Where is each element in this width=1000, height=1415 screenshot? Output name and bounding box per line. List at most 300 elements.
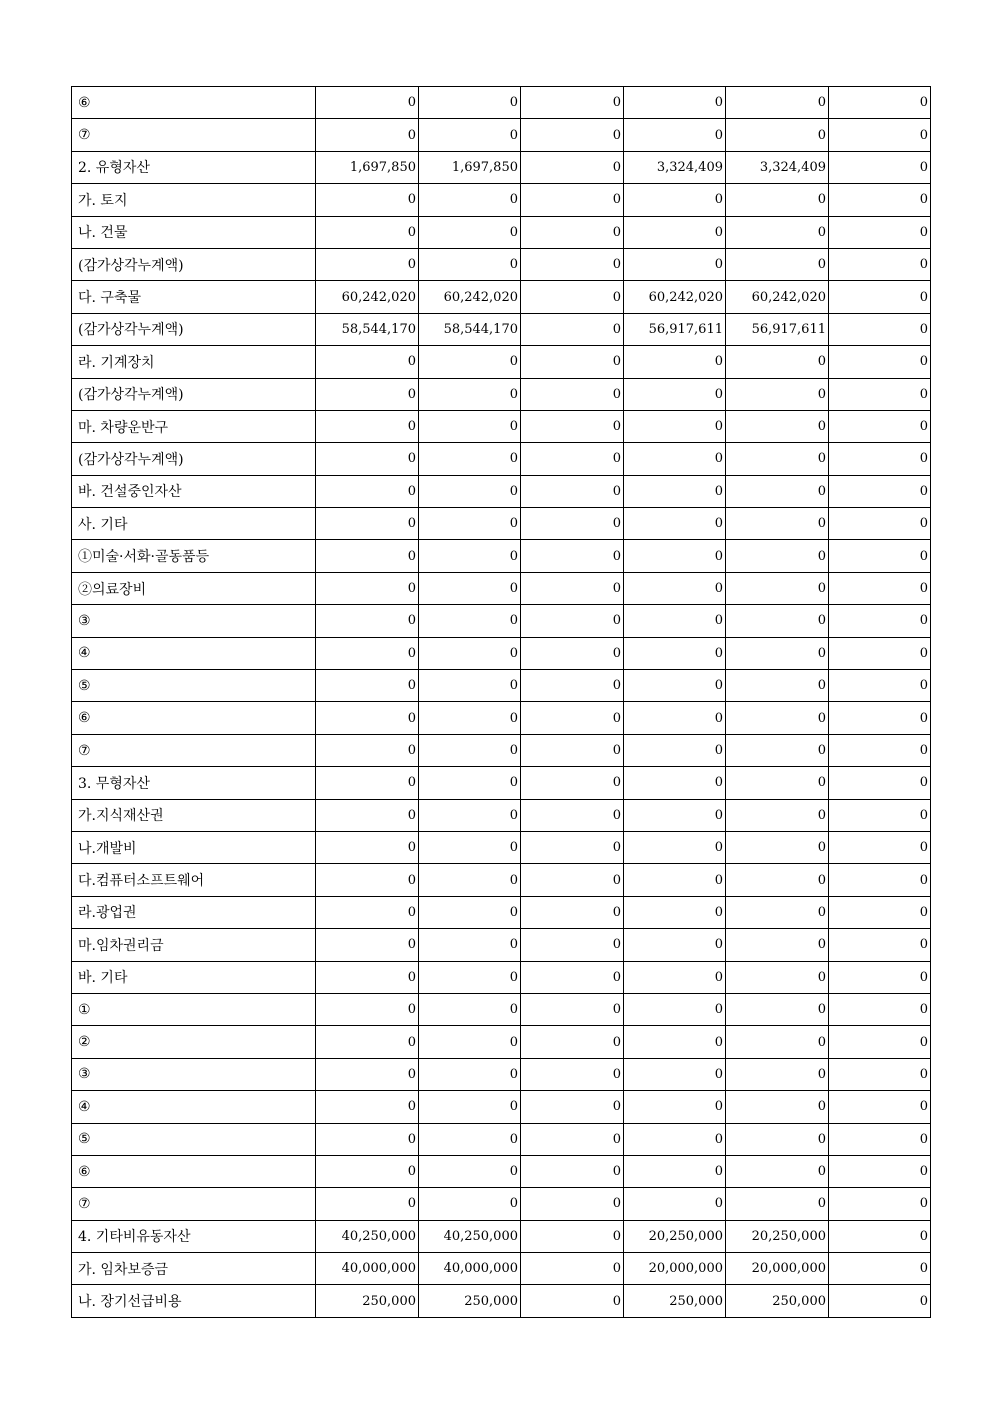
amount-cell: 0	[829, 475, 931, 507]
row-label: 가. 토지	[72, 184, 316, 216]
amount-cell: 0	[316, 346, 419, 378]
table-row	[72, 1155, 931, 1187]
table-row	[72, 1188, 931, 1220]
amount-cell: 0	[316, 508, 419, 540]
row-label: ③	[72, 605, 316, 637]
amount-cell: 0	[521, 1188, 624, 1220]
amount-cell: 0	[726, 346, 829, 378]
amount-cell: 0	[316, 637, 419, 669]
amount-cell: 0	[521, 896, 624, 928]
amount-cell: 60,242,020	[726, 281, 829, 313]
amount-cell: 0	[521, 1285, 624, 1317]
amount-cell: 0	[726, 1091, 829, 1123]
row-label: 라.광업권	[72, 896, 316, 928]
row-label: ④	[72, 1091, 316, 1123]
amount-cell: 0	[624, 831, 726, 863]
amount-cell: 0	[829, 443, 931, 475]
row-label: ⑥	[72, 702, 316, 734]
amount-cell: 0	[316, 961, 419, 993]
row-label: 나. 건물	[72, 216, 316, 248]
row-label: (감가상각누계액)	[72, 378, 316, 410]
amount-cell: 0	[419, 216, 521, 248]
amount-cell: 0	[829, 1026, 931, 1058]
amount-cell: 58,544,170	[419, 313, 521, 345]
amount-cell: 0	[726, 1058, 829, 1090]
amount-cell: 0	[521, 508, 624, 540]
amount-cell: 0	[419, 961, 521, 993]
amount-cell: 0	[829, 767, 931, 799]
amount-cell: 0	[316, 540, 419, 572]
amount-cell: 0	[316, 864, 419, 896]
row-label: 사. 기타	[72, 508, 316, 540]
amount-cell: 0	[316, 410, 419, 442]
amount-cell: 0	[521, 1220, 624, 1252]
amount-cell: 0	[624, 670, 726, 702]
amount-cell: 0	[624, 475, 726, 507]
table-row	[72, 443, 931, 475]
amount-cell: 0	[726, 637, 829, 669]
amount-cell: 0	[829, 248, 931, 280]
row-label: 2. 유형자산	[72, 151, 316, 183]
amount-cell: 0	[521, 281, 624, 313]
amount-cell: 3,324,409	[726, 151, 829, 183]
amount-cell: 0	[726, 929, 829, 961]
amount-cell: 0	[419, 831, 521, 863]
amount-cell: 0	[316, 1026, 419, 1058]
amount-cell: 20,250,000	[726, 1220, 829, 1252]
row-label: ⑦	[72, 734, 316, 766]
amount-cell: 0	[829, 1091, 931, 1123]
amount-cell: 0	[726, 572, 829, 604]
amount-cell: 0	[419, 734, 521, 766]
amount-cell: 0	[419, 702, 521, 734]
amount-cell: 0	[726, 184, 829, 216]
amount-cell: 0	[316, 799, 419, 831]
amount-cell: 0	[829, 87, 931, 119]
amount-cell: 0	[624, 734, 726, 766]
amount-cell: 0	[521, 1123, 624, 1155]
amount-cell: 0	[316, 216, 419, 248]
amount-cell: 0	[726, 961, 829, 993]
amount-cell: 0	[521, 346, 624, 378]
asset-table	[71, 86, 931, 1318]
table-row	[72, 961, 931, 993]
amount-cell: 0	[829, 346, 931, 378]
amount-cell: 0	[726, 475, 829, 507]
amount-cell: 0	[419, 896, 521, 928]
amount-cell: 0	[829, 1123, 931, 1155]
row-label: ⑦	[72, 119, 316, 151]
amount-cell: 0	[521, 378, 624, 410]
amount-cell: 0	[829, 216, 931, 248]
table-row	[72, 1285, 931, 1317]
amount-cell: 0	[316, 1058, 419, 1090]
amount-cell: 0	[624, 605, 726, 637]
amount-cell: 0	[316, 1091, 419, 1123]
amount-cell: 0	[829, 572, 931, 604]
amount-cell: 0	[419, 1058, 521, 1090]
amount-cell: 0	[829, 929, 931, 961]
amount-cell: 0	[521, 119, 624, 151]
amount-cell: 0	[419, 1155, 521, 1187]
amount-cell: 0	[726, 410, 829, 442]
amount-cell: 60,242,020	[419, 281, 521, 313]
amount-cell: 0	[624, 961, 726, 993]
table-row	[72, 799, 931, 831]
amount-cell: 0	[726, 1123, 829, 1155]
table-body	[72, 87, 931, 1318]
amount-cell: 0	[521, 216, 624, 248]
table-row	[72, 1058, 931, 1090]
amount-cell: 60,242,020	[316, 281, 419, 313]
table-row	[72, 572, 931, 604]
amount-cell: 0	[521, 734, 624, 766]
amount-cell: 0	[521, 1058, 624, 1090]
amount-cell: 0	[419, 87, 521, 119]
table-row	[72, 1220, 931, 1252]
amount-cell: 0	[521, 1253, 624, 1285]
amount-cell: 0	[521, 993, 624, 1025]
amount-cell: 0	[624, 540, 726, 572]
table-row	[72, 1253, 931, 1285]
amount-cell: 0	[419, 993, 521, 1025]
amount-cell: 20,000,000	[726, 1253, 829, 1285]
table-row	[72, 702, 931, 734]
amount-cell: 250,000	[726, 1285, 829, 1317]
amount-cell: 0	[726, 896, 829, 928]
amount-cell: 0	[726, 540, 829, 572]
table-row	[72, 410, 931, 442]
amount-cell: 0	[624, 637, 726, 669]
amount-cell: 0	[419, 1188, 521, 1220]
amount-cell: 0	[419, 1026, 521, 1058]
amount-cell: 0	[316, 1188, 419, 1220]
table-row	[72, 151, 931, 183]
amount-cell: 0	[521, 410, 624, 442]
amount-cell: 0	[316, 248, 419, 280]
amount-cell: 0	[829, 508, 931, 540]
table-row	[72, 378, 931, 410]
amount-cell: 0	[419, 540, 521, 572]
table-row	[72, 184, 931, 216]
amount-cell: 0	[624, 1026, 726, 1058]
table-row	[72, 896, 931, 928]
amount-cell: 0	[419, 605, 521, 637]
amount-cell: 0	[726, 702, 829, 734]
table-row	[72, 216, 931, 248]
amount-cell: 0	[316, 87, 419, 119]
amount-cell: 0	[624, 1188, 726, 1220]
amount-cell: 0	[726, 864, 829, 896]
amount-cell: 250,000	[624, 1285, 726, 1317]
row-label: 나.개발비	[72, 831, 316, 863]
amount-cell: 1,697,850	[316, 151, 419, 183]
row-label: (감가상각누계액)	[72, 313, 316, 345]
amount-cell: 0	[419, 1091, 521, 1123]
amount-cell: 0	[829, 184, 931, 216]
amount-cell: 0	[726, 670, 829, 702]
amount-cell: 20,250,000	[624, 1220, 726, 1252]
amount-cell: 0	[829, 1058, 931, 1090]
table-row	[72, 670, 931, 702]
amount-cell: 0	[521, 184, 624, 216]
amount-cell: 0	[829, 410, 931, 442]
amount-cell: 0	[624, 216, 726, 248]
amount-cell: 1,697,850	[419, 151, 521, 183]
table-row	[72, 1026, 931, 1058]
amount-cell: 0	[521, 540, 624, 572]
amount-cell: 0	[419, 1123, 521, 1155]
amount-cell: 0	[624, 87, 726, 119]
amount-cell: 0	[521, 1026, 624, 1058]
table-row	[72, 313, 931, 345]
amount-cell: 0	[624, 1058, 726, 1090]
table-row	[72, 831, 931, 863]
row-label: ①	[72, 993, 316, 1025]
table-row	[72, 281, 931, 313]
amount-cell: 0	[829, 702, 931, 734]
amount-cell: 0	[521, 767, 624, 799]
amount-cell: 0	[316, 443, 419, 475]
amount-cell: 0	[419, 508, 521, 540]
amount-cell: 0	[726, 993, 829, 1025]
amount-cell: 0	[316, 831, 419, 863]
amount-cell: 0	[624, 864, 726, 896]
amount-cell: 0	[829, 831, 931, 863]
amount-cell: 0	[316, 1155, 419, 1187]
table-row	[72, 993, 931, 1025]
row-label: 마.임차권리금	[72, 929, 316, 961]
amount-cell: 0	[419, 767, 521, 799]
row-label: (감가상각누계액)	[72, 443, 316, 475]
amount-cell: 0	[829, 605, 931, 637]
row-label: ⑤	[72, 670, 316, 702]
amount-cell: 0	[624, 1123, 726, 1155]
amount-cell: 0	[521, 637, 624, 669]
amount-cell: 0	[624, 799, 726, 831]
amount-cell: 0	[419, 670, 521, 702]
amount-cell: 0	[521, 151, 624, 183]
table-row	[72, 119, 931, 151]
amount-cell: 0	[624, 378, 726, 410]
row-label: 가.지식재산권	[72, 799, 316, 831]
amount-cell: 0	[829, 961, 931, 993]
row-label: ⑦	[72, 1188, 316, 1220]
amount-cell: 0	[316, 896, 419, 928]
amount-cell: 0	[624, 443, 726, 475]
table-row	[72, 475, 931, 507]
amount-cell: 58,544,170	[316, 313, 419, 345]
row-label: 4. 기타비유동자산	[72, 1220, 316, 1252]
amount-cell: 0	[419, 346, 521, 378]
amount-cell: 0	[624, 767, 726, 799]
amount-cell: 0	[726, 1188, 829, 1220]
amount-cell: 0	[829, 734, 931, 766]
row-label: ②	[72, 1026, 316, 1058]
amount-cell: 0	[419, 929, 521, 961]
amount-cell: 0	[316, 572, 419, 604]
amount-cell: 0	[419, 410, 521, 442]
amount-cell: 0	[419, 184, 521, 216]
amount-cell: 0	[521, 929, 624, 961]
amount-cell: 40,000,000	[316, 1253, 419, 1285]
row-label: 다. 구축물	[72, 281, 316, 313]
row-label: 다.컴퓨터소프트웨어	[72, 864, 316, 896]
amount-cell: 0	[726, 605, 829, 637]
row-label: ①미술·서화·골동품등	[72, 540, 316, 572]
amount-cell: 40,250,000	[419, 1220, 521, 1252]
table-row	[72, 346, 931, 378]
amount-cell: 0	[419, 572, 521, 604]
table-row	[72, 1091, 931, 1123]
table-row	[72, 1123, 931, 1155]
amount-cell: 0	[316, 119, 419, 151]
amount-cell: 0	[316, 993, 419, 1025]
amount-cell: 0	[419, 637, 521, 669]
table-row	[72, 864, 931, 896]
amount-cell: 0	[419, 443, 521, 475]
row-label: 바. 건설중인자산	[72, 475, 316, 507]
row-label: ④	[72, 637, 316, 669]
amount-cell: 0	[521, 475, 624, 507]
amount-cell: 0	[316, 605, 419, 637]
amount-cell: 0	[624, 248, 726, 280]
amount-cell: 0	[624, 896, 726, 928]
amount-cell: 3,324,409	[624, 151, 726, 183]
amount-cell: 0	[521, 702, 624, 734]
amount-cell: 0	[521, 443, 624, 475]
amount-cell: 0	[726, 216, 829, 248]
amount-cell: 0	[829, 1155, 931, 1187]
row-label: 마. 차량운반구	[72, 410, 316, 442]
amount-cell: 0	[829, 896, 931, 928]
amount-cell: 0	[624, 410, 726, 442]
amount-cell: 0	[624, 702, 726, 734]
amount-cell: 0	[726, 508, 829, 540]
amount-cell: 0	[829, 151, 931, 183]
amount-cell: 56,917,611	[624, 313, 726, 345]
amount-cell: 0	[521, 1091, 624, 1123]
table-row	[72, 734, 931, 766]
amount-cell: 0	[419, 864, 521, 896]
amount-cell: 0	[829, 378, 931, 410]
row-label: 나. 장기선급비용	[72, 1285, 316, 1317]
amount-cell: 0	[829, 1220, 931, 1252]
amount-cell: 0	[624, 1091, 726, 1123]
amount-cell: 0	[419, 799, 521, 831]
amount-cell: 250,000	[419, 1285, 521, 1317]
amount-cell: 0	[829, 540, 931, 572]
table-row	[72, 248, 931, 280]
amount-cell: 0	[829, 1188, 931, 1220]
amount-cell: 0	[624, 119, 726, 151]
amount-cell: 0	[521, 87, 624, 119]
amount-cell: 0	[829, 670, 931, 702]
amount-cell: 0	[419, 119, 521, 151]
amount-cell: 0	[521, 1155, 624, 1187]
amount-cell: 0	[624, 346, 726, 378]
amount-cell: 56,917,611	[726, 313, 829, 345]
amount-cell: 0	[316, 929, 419, 961]
amount-cell: 0	[419, 378, 521, 410]
amount-cell: 0	[521, 831, 624, 863]
amount-cell: 60,242,020	[624, 281, 726, 313]
amount-cell: 0	[624, 184, 726, 216]
amount-cell: 0	[726, 1155, 829, 1187]
amount-cell: 0	[521, 864, 624, 896]
row-label: ⑥	[72, 1155, 316, 1187]
table-row	[72, 87, 931, 119]
table-row	[72, 508, 931, 540]
row-label: 3. 무형자산	[72, 767, 316, 799]
amount-cell: 0	[316, 702, 419, 734]
table-row	[72, 929, 931, 961]
amount-cell: 0	[521, 572, 624, 604]
amount-cell: 0	[624, 993, 726, 1025]
table-row	[72, 540, 931, 572]
amount-cell: 0	[726, 378, 829, 410]
amount-cell: 0	[726, 443, 829, 475]
amount-cell: 0	[624, 929, 726, 961]
amount-cell: 0	[829, 1253, 931, 1285]
amount-cell: 0	[521, 605, 624, 637]
amount-cell: 0	[316, 670, 419, 702]
amount-cell: 0	[624, 508, 726, 540]
amount-cell: 250,000	[316, 1285, 419, 1317]
amount-cell: 0	[726, 831, 829, 863]
amount-cell: 0	[829, 313, 931, 345]
amount-cell: 0	[829, 281, 931, 313]
amount-cell: 0	[521, 961, 624, 993]
amount-cell: 0	[726, 119, 829, 151]
amount-cell: 0	[419, 248, 521, 280]
amount-cell: 0	[316, 1123, 419, 1155]
amount-cell: 0	[829, 799, 931, 831]
row-label: ⑤	[72, 1123, 316, 1155]
amount-cell: 0	[726, 1026, 829, 1058]
amount-cell: 0	[521, 670, 624, 702]
amount-cell: 0	[829, 993, 931, 1025]
amount-cell: 20,000,000	[624, 1253, 726, 1285]
amount-cell: 0	[726, 87, 829, 119]
row-label: ③	[72, 1058, 316, 1090]
table-row	[72, 767, 931, 799]
amount-cell: 0	[829, 864, 931, 896]
amount-cell: 0	[316, 378, 419, 410]
row-label: 바. 기타	[72, 961, 316, 993]
amount-cell: 0	[829, 1285, 931, 1317]
amount-cell: 0	[726, 734, 829, 766]
amount-cell: 0	[316, 184, 419, 216]
amount-cell: 0	[419, 475, 521, 507]
amount-cell: 0	[726, 248, 829, 280]
amount-cell: 0	[726, 767, 829, 799]
amount-cell: 0	[316, 734, 419, 766]
row-label: ②의료장비	[72, 572, 316, 604]
amount-cell: 0	[829, 119, 931, 151]
amount-cell: 0	[726, 799, 829, 831]
amount-cell: 0	[521, 248, 624, 280]
amount-cell: 0	[829, 637, 931, 669]
row-label: 가. 임차보증금	[72, 1253, 316, 1285]
amount-cell: 0	[624, 572, 726, 604]
row-label: 라. 기계장치	[72, 346, 316, 378]
amount-cell: 0	[521, 799, 624, 831]
row-label: (감가상각누계액)	[72, 248, 316, 280]
amount-cell: 0	[316, 475, 419, 507]
amount-cell: 0	[316, 767, 419, 799]
amount-cell: 0	[624, 1155, 726, 1187]
